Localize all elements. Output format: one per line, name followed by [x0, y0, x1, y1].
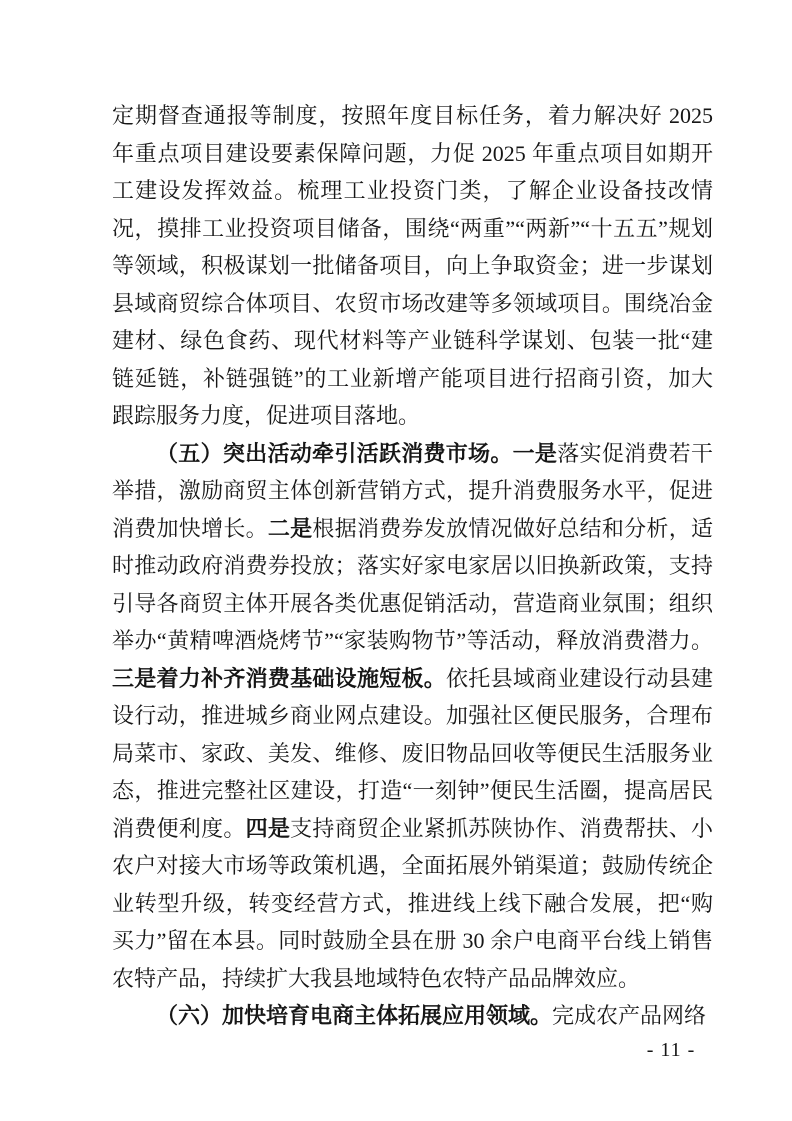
text-run: 依托县域商业建设行动县建设行动，推进城乡商业网点建设。加强社区便民服务，合理布局菜市、家政、美发、维修、废旧物品回收等便民生活服务业态，推进完整社区建设，打造“一刻钟”便民生活圈，提高居民消费便利度。 — [112, 665, 714, 841]
document-body — [112, 97, 713, 1035]
paragraph — [112, 97, 713, 435]
text-run: 落实促消费若干举措，激励商贸主体创新营销方式，提升消费服务水平，促进消费加快增长。 — [112, 440, 713, 541]
text-run-bold: 四是 — [245, 815, 291, 841]
text-run: 定期督查通报等制度，按照年度目标任务，着力解决好 2025 年重点项目建设要素保障问题，力促 2025 年重点项目如期开工建设发挥效益。梳理工业投资门类，了解企业设备技改情况，摸排工业投资项目储备，围绕“两重”“两新”“十五五”规划等领域，积极谋划一批储备项目，向上争取资金；进一步谋划县域商贸综合体项目、农贸市场改建等多领域项目。围绕冶金建材、绿色食药、现代材料等产业链科学谋划、包装一批“建链延链，补链强链”的工业新增产能项目进行招商引资，加大跟踪服务力度，促进项目落地。 — [112, 103, 713, 428]
page-number: - 11 - — [646, 1039, 696, 1061]
text-run-bold: 一是 — [512, 440, 558, 466]
text-run: 根据消费券发放情况做好总结和分析，适时推动政府消费券投放；落实好家电家居以旧换新政策，支持引导各商贸主体开展各类优惠促销活动，营造商业氛围；组织举办“黄精啤酒烧烤节”“家装购物节”等活动，释放消费潜力。 — [112, 515, 713, 653]
paragraph — [112, 997, 713, 1035]
text-run-bold: （六）加快培育电商主体拓展应用领域。 — [156, 1003, 553, 1028]
text-run-bold: 二是 — [267, 515, 313, 541]
paragraph — [112, 435, 713, 998]
text-run-bold: （五）突出活动牵引活跃消费市场。 — [156, 440, 513, 466]
text-run: 支持商贸企业紧抓苏陕协作、消费帮扶、小农户对接大市场等政策机遇，全面拓展外销渠道；鼓励传统企业转型升级，转变经营方式，推进线上线下融合发展，把“购买力”留在本县。同时鼓励全县在册 30 余户电商平台线上销售农特产品，持续扩大我县地域特色农特产品品牌效应。 — [112, 815, 713, 991]
text-run: 完成农产品网络 — [552, 1003, 707, 1028]
text-run-bold: 三是着力补齐消费基础设施短板。 — [112, 665, 447, 691]
